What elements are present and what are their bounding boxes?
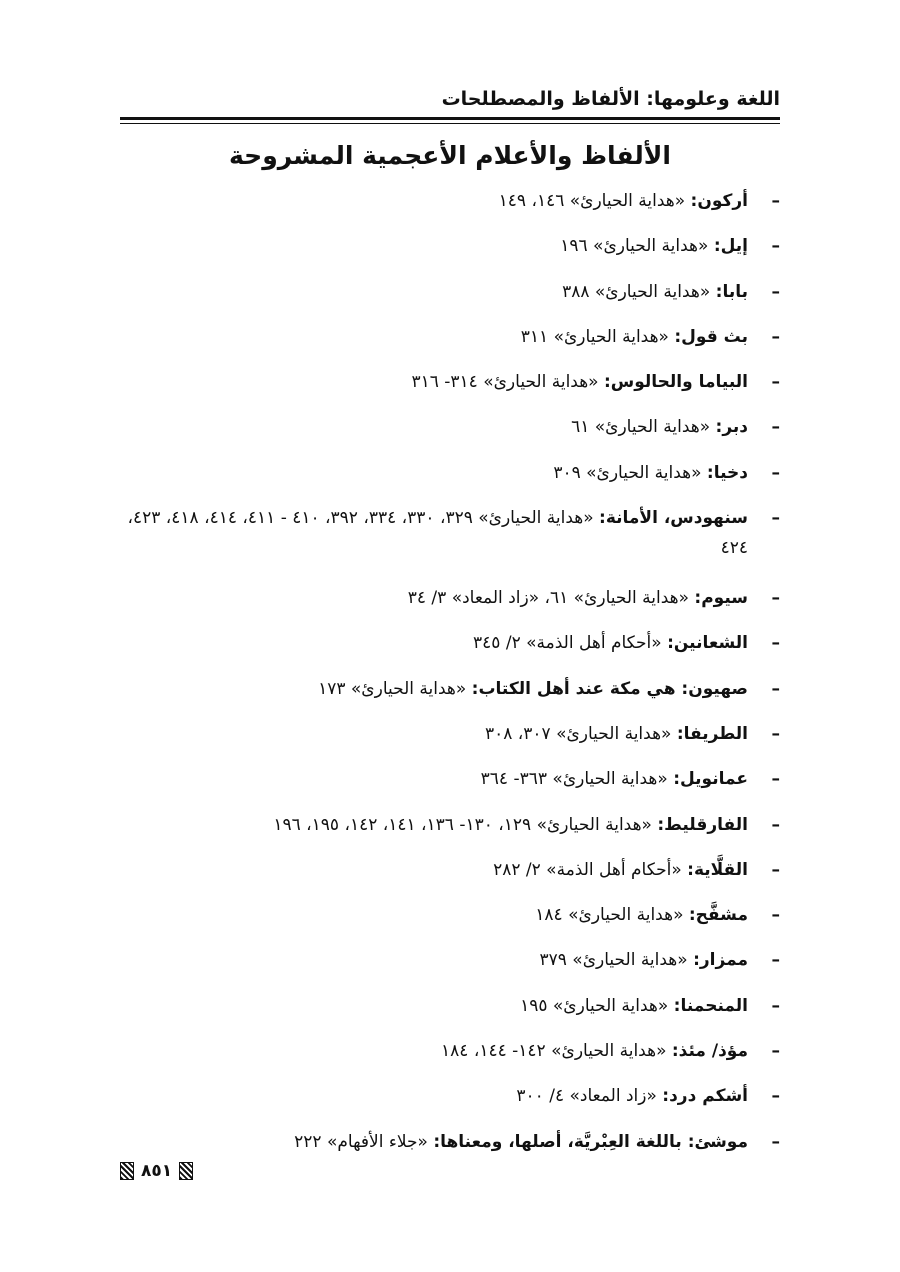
glossary-entry — [114, 1036, 782, 1081]
glossary-entry — [114, 583, 782, 628]
page-number: ٨٥١ — [141, 1161, 173, 1181]
entry-dash: – — [771, 236, 780, 257]
entry-term: سيوم: — [694, 588, 748, 609]
entry-dash: – — [771, 191, 780, 211]
glossary-entry — [114, 810, 782, 855]
glossary-entry — [114, 764, 782, 809]
entry-refs: «هداية الحيارئ» ٣٢٩، ٣٣٠، ٣٣٤، ٣٩٢، ٤١٠ - ٤١١، ٤١٤، ٤١٨، ٤٢٣، ٤٢٤ — [127, 508, 748, 559]
entry-dash: – — [771, 372, 780, 393]
entry-term: سنهودس، الأمانة: — [599, 508, 748, 529]
entry-term: القلَّاية: — [687, 859, 748, 880]
entry-refs: «هداية الحيارئ» ٣١٤- ٣١٦ — [411, 372, 604, 393]
entry-dash: – — [771, 281, 780, 302]
glossary-entry — [114, 855, 782, 900]
entry-dash: – — [771, 508, 780, 529]
entry-refs: «هداية الحيارئ» ٦١ — [571, 417, 716, 438]
entry-term: ممزار: — [693, 950, 748, 971]
entry-refs: «هداية الحيارئ» ٣٠٩ — [553, 462, 707, 483]
glossary-entry — [114, 900, 782, 945]
entry-term: البياما والحالوس: — [603, 372, 748, 393]
entry-refs: «هداية الحيارئ» ٣٧٩ — [539, 950, 694, 971]
entry-term: أشكم درد: — [662, 1086, 748, 1107]
entry-term: إيل: — [713, 236, 748, 257]
entry-dash: – — [771, 995, 780, 1016]
entry-term: دخيا: — [706, 462, 748, 483]
entry-dash: – — [771, 326, 780, 347]
entry-dash: – — [771, 723, 780, 744]
entry-dash: – — [771, 1041, 780, 1062]
entry-refs: «هداية الحيارئ» ٦١، «زاد المعاد» ٣/ ٣٤ — [407, 588, 695, 609]
entry-term: مشفَّح: — [688, 905, 748, 926]
header-rule-thin — [120, 123, 780, 124]
ornament-icon — [120, 1162, 134, 1180]
entry-refs: «أحكام أهل الذمة» ٢/ ٢٨٢ — [493, 859, 688, 880]
entry-refs: «هداية الحيارئ» ١٨٤ — [535, 905, 689, 926]
glossary-entry — [114, 186, 782, 231]
entry-refs: «أحكام أهل الذمة» ٢/ ٣٤٥ — [473, 633, 668, 654]
running-header: اللغة وعلومها: الألفاظ والمصطلحات — [441, 88, 780, 110]
entry-term: الفارقليط: — [657, 814, 748, 835]
entry-term: الشعانين: — [667, 633, 748, 654]
glossary-entry — [114, 719, 782, 764]
entry-dash: – — [771, 814, 780, 835]
glossary-entry — [114, 322, 782, 367]
glossary-entry — [114, 277, 782, 322]
entry-term: بابا: — [715, 281, 748, 302]
glossary-entry — [114, 674, 782, 719]
section-title: الألفاظ والأعلام الأعجمية المشروحة — [229, 141, 671, 170]
entry-refs: «هداية الحيارئ» ١٤٦، ١٤٩ — [498, 191, 691, 211]
glossary-entry — [114, 991, 782, 1036]
entry-refs: «زاد المعاد» ٤/ ٣٠٠ — [516, 1086, 663, 1107]
entry-refs: «هداية الحيارئ» ٣٦٣- ٣٦٤ — [480, 769, 674, 790]
entry-refs: «هداية الحيارئ» ١٧٣ — [318, 678, 472, 699]
entry-term: دبر: — [715, 417, 748, 438]
entry-term: الطريفا: — [676, 723, 748, 744]
glossary-entry — [114, 628, 782, 673]
entry-dash: – — [771, 769, 780, 790]
entry-refs: «هداية الحيارئ» ٣٠٧، ٣٠٨ — [484, 723, 677, 744]
entry-refs: «جلاء الأفهام» ٢٢٢ — [294, 1131, 434, 1152]
entry-dash: – — [771, 588, 780, 609]
entry-term: عمانويل: — [673, 769, 748, 790]
glossary-entry — [114, 458, 782, 503]
entry-dash: – — [771, 633, 780, 654]
ornament-icon — [179, 1162, 193, 1180]
entry-refs: «هداية الحيارئ» ١٢٩، ١٣٠- ١٣٦، ١٤١، ١٤٢، ١٩٥، ١٩٦ — [273, 814, 658, 835]
entry-dash: – — [771, 1086, 780, 1107]
entry-refs: «هداية الحيارئ» ١٤٢- ١٤٤، ١٨٤ — [441, 1041, 672, 1062]
glossary-entry — [114, 231, 782, 276]
entry-dash: – — [771, 417, 780, 438]
entry-refs: «هداية الحيارئ» ١٩٦ — [560, 236, 714, 257]
entry-term: موشئ: باللغة العِبْريَّة، أصلها، ومعناها: — [433, 1131, 748, 1152]
entry-dash: – — [771, 462, 780, 483]
entry-dash: – — [771, 678, 780, 699]
glossary-entry — [114, 412, 782, 457]
entry-term: بث قول: — [674, 326, 748, 347]
entry-refs: «هداية الحيارئ» ٣٨٨ — [562, 281, 716, 302]
entry-refs: «هداية الحيارئ» ١٩٥ — [520, 995, 674, 1016]
entry-dash: – — [771, 859, 780, 880]
page-footer — [120, 1157, 193, 1185]
entry-dash: – — [771, 1131, 780, 1152]
entry-dash: – — [771, 905, 780, 926]
header-rule-thick — [120, 117, 780, 120]
entry-refs: «هداية الحيارئ» ٣١١ — [520, 326, 675, 347]
glossary-entry — [114, 503, 782, 583]
entry-term: صهيون: هي مكة عند أهل الكتاب: — [471, 678, 748, 699]
entry-term: مؤذ/ مئذ: — [671, 1041, 748, 1062]
entry-term: المنحمنا: — [673, 995, 748, 1016]
glossary-list — [114, 186, 782, 1172]
entry-term: أركون: — [690, 191, 748, 211]
entry-dash: – — [771, 950, 780, 971]
glossary-entry — [114, 1127, 782, 1172]
glossary-entry — [114, 367, 782, 412]
glossary-entry — [114, 1081, 782, 1126]
glossary-entry — [114, 945, 782, 990]
